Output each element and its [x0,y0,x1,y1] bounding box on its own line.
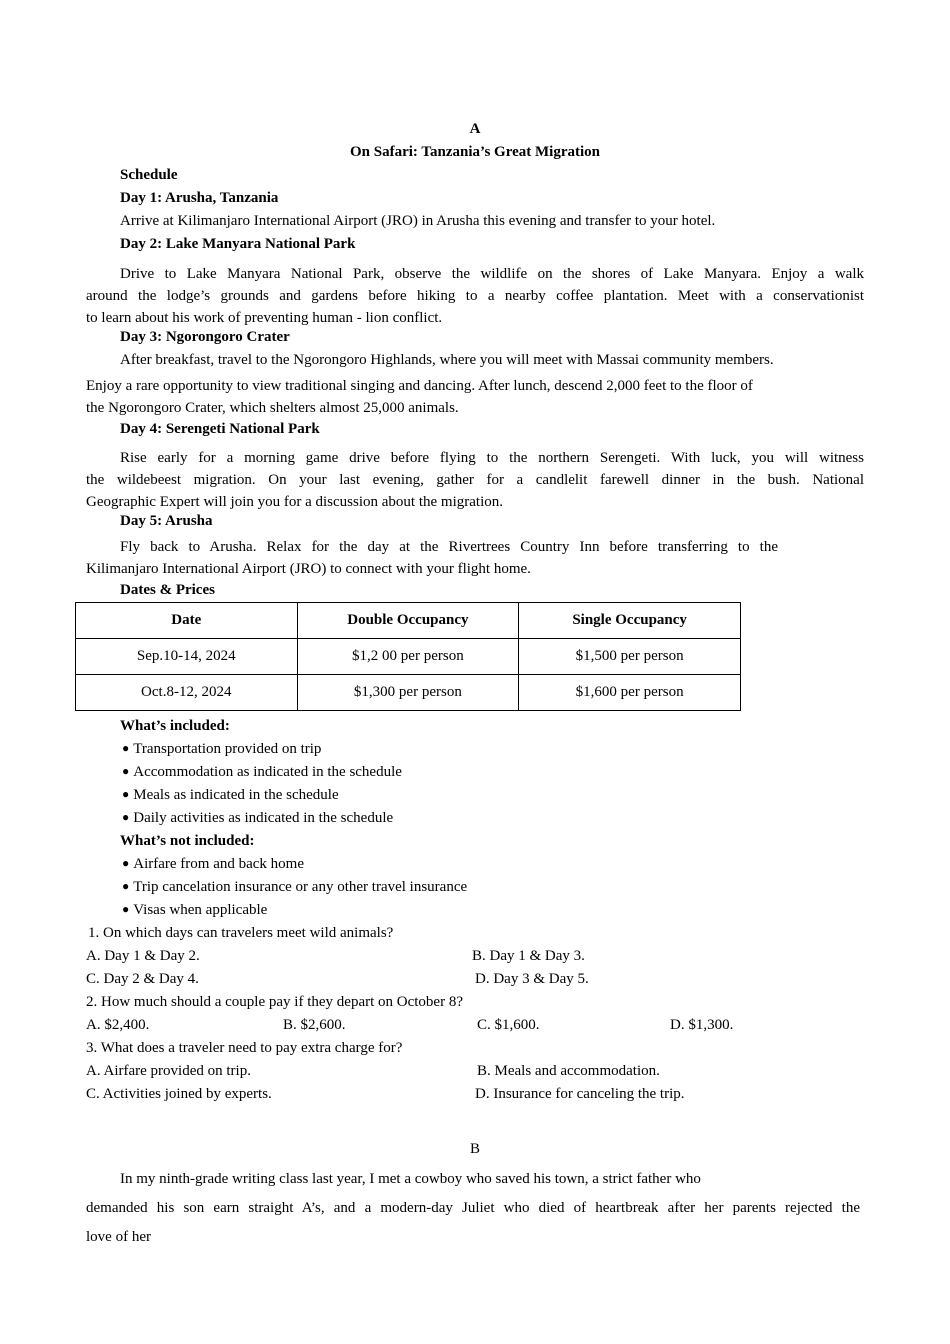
day-2-paragraph [86,263,864,329]
q3-option-a: A. Airfare provided on trip. [86,1063,251,1079]
day-3-heading: Day 3: Ngorongoro Crater [120,329,290,345]
not-included-item [122,879,467,896]
included-heading: What’s included: [120,718,230,734]
day-5-heading: Day 5: Arusha [120,513,213,529]
table-cell: $1,300 per person [297,675,519,711]
day-3-line: the Ngorongoro Crater, which shelters almost 25,000 animals. [86,400,459,416]
q1-option-a: A. Day 1 & Day 2. [86,948,200,964]
prices-heading: Dates & Prices [120,582,215,598]
prices-table [75,602,741,711]
section-b-line: love of her [86,1229,151,1245]
not-included-item-text: Airfare from and back home [133,856,305,872]
day-4-line: Rise early for a morning game drive before flying to the northern Serengeti. With luck, you will witness [120,450,864,466]
schedule-heading: Schedule [120,167,178,183]
table-cell: $1,500 per person [519,639,741,675]
section-b-line: demanded his son earn straight A’s, and a modern-day Juliet who died of heartbreak after her parents rejected the [86,1200,860,1216]
section-b-letter: B [469,1141,480,1157]
table-header-cell: Double Occupancy [297,603,519,639]
q1-option-b: B. Day 1 & Day 3. [472,948,585,964]
q1-option-c: C. Day 2 & Day 4. [86,971,199,987]
day-1-text: Arrive at Kilimanjaro International Airport (JRO) in Arusha this evening and transfer to your hotel. [120,213,716,229]
day-5-line: Fly back to Arusha. Relax for the day at the Rivertrees Country Inn before transferring to the [120,539,778,555]
day-2-heading: Day 2: Lake Manyara National Park [120,236,356,252]
table-cell: $1,2 00 per person [297,639,519,675]
section-a-letter: A [469,121,481,137]
day-4-heading: Day 4: Serengeti National Park [120,421,320,437]
included-item [122,741,321,758]
day-2-line: to learn about his work of preventing human - lion conflict. [86,310,443,326]
not-included-item [122,902,267,919]
day-5-line: Kilimanjaro International Airport (JRO) to connect with your flight home. [86,561,531,577]
q2-option-b: B. $2,600. [283,1017,346,1033]
included-item [122,810,393,827]
day-3-line: Enjoy a rare opportunity to view traditional singing and dancing. After lunch, descend 2,000 feet to the floor of [86,378,753,394]
table-cell: $1,600 per person [519,675,741,711]
day-3-line: After breakfast, travel to the Ngorongoro Highlands, where you will meet with Massai community members. [120,352,774,368]
question-3: 3. What does a traveler need to pay extra charge for? [86,1040,403,1056]
day-4-line: the wildebeest migration. On your last evening, gather for a candlelit farewell dinner in the bush. National [86,472,864,488]
question-2: 2. How much should a couple pay if they depart on October 8? [86,994,463,1010]
question-1: 1. On which days can travelers meet wild animals? [88,925,394,941]
table-cell: Oct.8-12, 2024 [76,675,298,711]
q2-option-c: C. $1,600. [477,1017,540,1033]
included-item-text: Accommodation as indicated in the schedule [133,764,402,780]
q2-option-a: A. $2,400. [86,1017,150,1033]
not-included-item [122,856,304,873]
included-item-text: Transportation provided on trip [133,741,322,757]
day-2-line: around the lodge’s grounds and gardens before hiking to a nearby coffee plantation. Meet with a conservationist [86,288,864,304]
q3-option-b: B. Meals and accommodation. [477,1063,660,1079]
q1-option-d: D. Day 3 & Day 5. [475,971,589,987]
passage-title: On Safari: Tanzania’s Great Migration [349,144,600,160]
table-header-row [76,603,741,639]
not-included-item-text: Trip cancelation insurance or any other travel insurance [133,879,468,895]
not-included-heading: What’s not included: [120,833,255,849]
table-header-cell: Date [76,603,298,639]
day-4-line: Geographic Expert will join you for a discussion about the migration. [86,494,503,510]
included-item-text: Meals as indicated in the schedule [133,787,339,803]
section-b-line: In my ninth-grade writing class last year, I met a cowboy who saved his town, a strict father who [120,1171,701,1187]
table-row [76,639,741,675]
included-item [122,764,402,781]
table-row [76,675,741,711]
q3-option-c: C. Activities joined by experts. [86,1086,272,1102]
day-4-paragraph [86,447,864,513]
table-cell: Sep.10-14, 2024 [76,639,298,675]
q3-option-d: D. Insurance for canceling the trip. [475,1086,685,1102]
q2-option-d: D. $1,300. [670,1017,734,1033]
table-header-cell: Single Occupancy [519,603,741,639]
included-item-text: Daily activities as indicated in the schedule [133,810,394,826]
day-2-line: Drive to Lake Manyara National Park, observe the wildlife on the shores of Lake Manyara. Enjoy a walk [120,266,864,282]
not-included-item-text: Visas when applicable [133,902,268,918]
day-1-heading: Day 1: Arusha, Tanzania [120,190,279,206]
included-item [122,787,339,804]
